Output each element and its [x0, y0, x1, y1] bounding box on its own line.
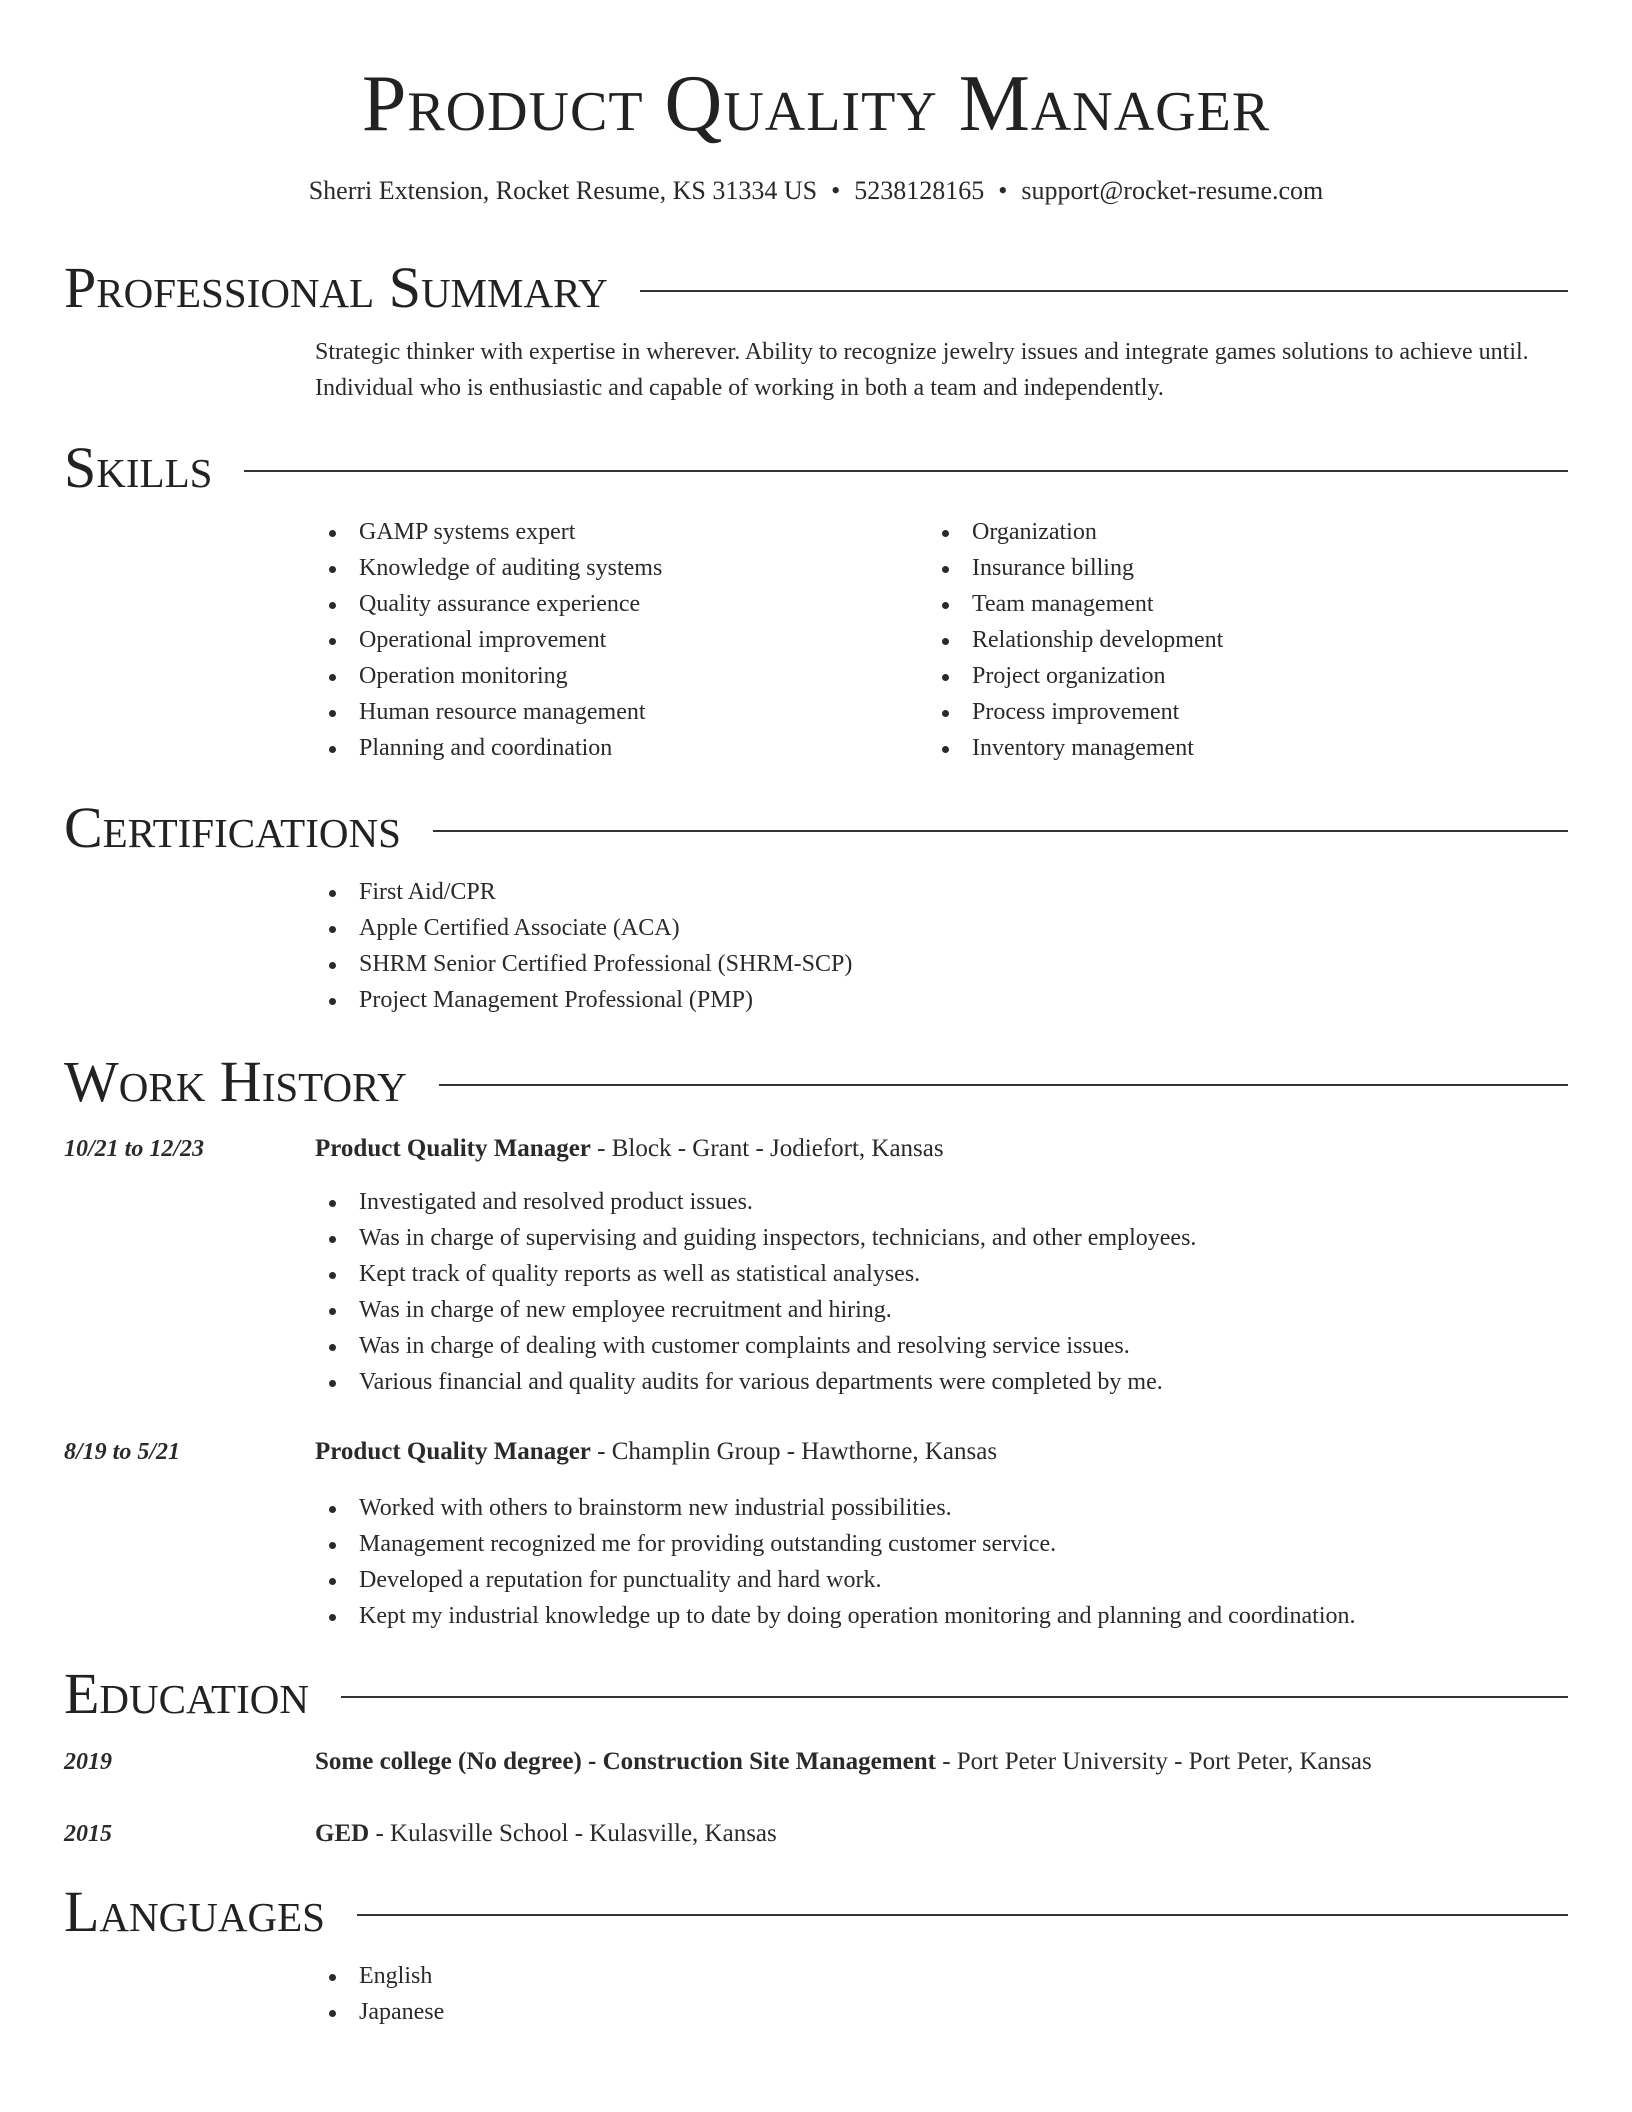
section-header-skills: [64, 433, 1568, 503]
contact-email: support@rocket-resume.com: [1021, 176, 1324, 205]
job-bullet: Developed a reputation for punctuality and hard work.: [315, 1562, 1355, 1598]
job-bullet: Kept my industrial knowledge up to date by doing operation monitoring and planning and coordination.: [315, 1598, 1355, 1634]
skill-item: Organization: [928, 514, 1223, 550]
section-header-certifications: [64, 793, 1568, 863]
job-title: Product Quality Manager: [315, 1135, 591, 1162]
job-heading: [315, 1131, 1575, 1167]
job-bullet: Kept track of quality reports as well as statistical analyses.: [315, 1256, 1196, 1292]
skill-item: Process improvement: [928, 694, 1223, 730]
job-bullet: Was in charge of supervising and guiding inspectors, technicians, and other employees.: [315, 1220, 1196, 1256]
education-degree: Some college (No degree) - Construction Site Management: [315, 1748, 936, 1775]
section-title: Professional Summary: [64, 255, 608, 320]
education-entry: [315, 1744, 1575, 1780]
summary-text: Strategic thinker with expertise in wherever. Ability to recognize jewelry issues and integrate games solutions to achieve until. Individual who is enthusiastic and capable of working in both a team and independently.: [315, 339, 1529, 401]
section-header-education: [64, 1659, 1568, 1729]
certification-item: First Aid/CPR: [315, 874, 852, 910]
section-divider: [357, 1914, 1568, 1916]
job-bullet: Investigated and resolved product issues.: [315, 1184, 1196, 1220]
certification-item: SHRM Senior Certified Professional (SHRM-SCP): [315, 946, 852, 982]
skill-item: Planning and coordination: [315, 730, 662, 766]
certification-item: Project Management Professional (PMP): [315, 982, 852, 1018]
job-bullet: Was in charge of new employee recruitment and hiring.: [315, 1292, 1196, 1328]
contact-phone: 5238128165: [854, 176, 985, 205]
education-degree: GED: [315, 1820, 370, 1847]
contact-address: Sherri Extension, Rocket Resume, KS 31334 US: [308, 176, 818, 205]
languages-list: [315, 1958, 444, 2030]
job-company: - Champlin Group - Hawthorne, Kansas: [590, 1438, 998, 1465]
language-item: English: [315, 1958, 444, 1994]
education-entry: [315, 1816, 1575, 1852]
contact-line: [0, 174, 1632, 208]
skills-list-left: [315, 514, 662, 766]
section-header-summary: [64, 253, 1568, 323]
skill-item: Team management: [928, 586, 1223, 622]
job-dates: 8/19 to 5/21: [64, 1439, 181, 1465]
section-header-work-history: [64, 1047, 1568, 1117]
skill-item: GAMP systems expert: [315, 514, 662, 550]
section-title: Education: [64, 1661, 309, 1726]
contact-separator: •: [998, 176, 1008, 205]
job-bullet: Worked with others to brainstorm new industrial possibilities.: [315, 1490, 1355, 1526]
skill-item: Quality assurance experience: [315, 586, 662, 622]
job-bullets: [315, 1184, 1196, 1400]
section-divider: [341, 1696, 1568, 1698]
job-bullet: Various financial and quality audits for various departments were completed by me.: [315, 1364, 1196, 1400]
education-year: 2019: [64, 1749, 112, 1775]
section-divider: [640, 290, 1568, 292]
contact-separator: •: [831, 176, 841, 205]
job-bullet: Management recognized me for providing outstanding customer service.: [315, 1526, 1355, 1562]
certifications-list: [315, 874, 852, 1018]
education-year: 2015: [64, 1821, 112, 1847]
section-title: Work History: [64, 1049, 407, 1114]
job-bullet: Was in charge of dealing with customer complaints and resolving service issues.: [315, 1328, 1196, 1364]
language-item: Japanese: [315, 1994, 444, 2030]
job-bullets: [315, 1490, 1355, 1634]
skill-item: Insurance billing: [928, 550, 1223, 586]
section-title: Skills: [64, 435, 213, 500]
skill-item: Operational improvement: [315, 622, 662, 658]
skill-item: Project organization: [928, 658, 1223, 694]
job-title: Product Quality Manager: [315, 1438, 591, 1465]
skill-item: Human resource management: [315, 694, 662, 730]
section-divider: [439, 1084, 1568, 1086]
section-title: Languages: [64, 1879, 325, 1944]
education-school: - Port Peter University - Port Peter, Kansas: [935, 1748, 1372, 1775]
certification-item: Apple Certified Associate (ACA): [315, 910, 852, 946]
education-school: - Kulasville School - Kulasville, Kansas: [369, 1820, 777, 1847]
section-title: Certifications: [64, 795, 401, 860]
skill-item: Relationship development: [928, 622, 1223, 658]
section-header-languages: [64, 1877, 1568, 1947]
skills-list-right: [928, 514, 1223, 766]
section-divider: [433, 830, 1568, 832]
skill-item: Knowledge of auditing systems: [315, 550, 662, 586]
skill-item: Operation monitoring: [315, 658, 662, 694]
job-company: - Block - Grant - Jodiefort, Kansas: [590, 1135, 944, 1162]
job-dates: 10/21 to 12/23: [64, 1136, 205, 1162]
skill-item: Inventory management: [928, 730, 1223, 766]
section-divider: [244, 470, 1568, 472]
job-heading: [315, 1434, 1575, 1470]
resume-title: Product Quality Manager: [361, 60, 1271, 148]
